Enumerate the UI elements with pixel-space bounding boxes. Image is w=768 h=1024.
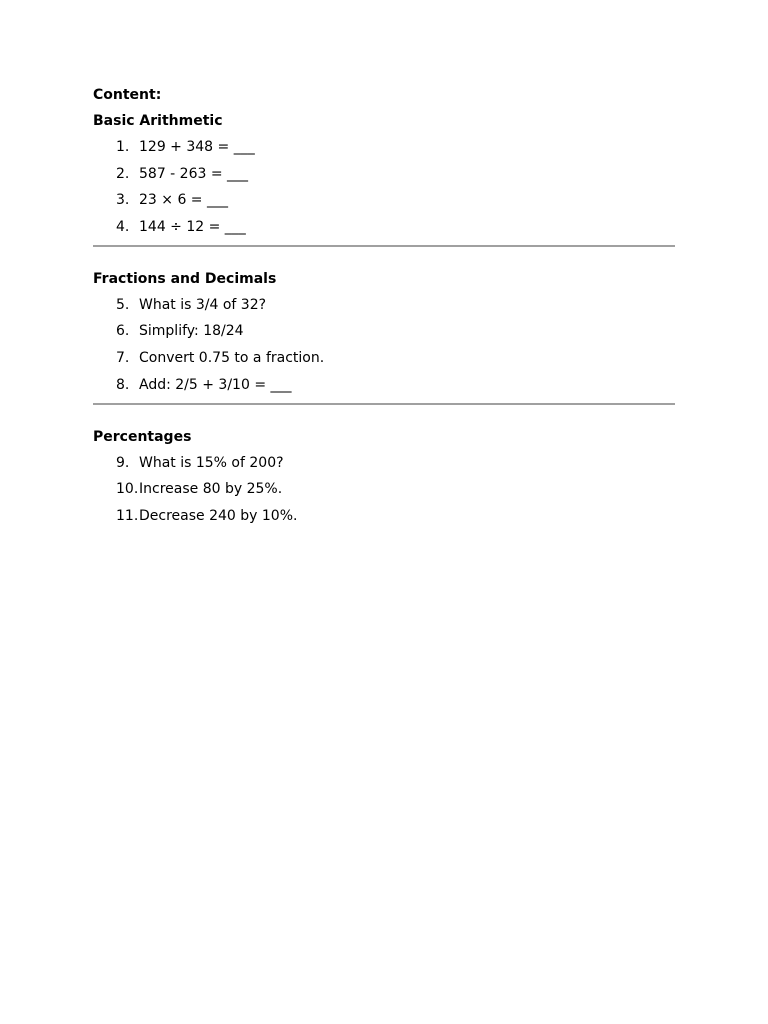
problem-number: 11. [116, 507, 139, 524]
problem-list [93, 138, 675, 236]
problem-item [93, 322, 675, 340]
problem-item [93, 191, 675, 209]
problem-text: Increase 80 by 25%. [139, 481, 283, 498]
problem-text: Decrease 240 by 10%. [139, 507, 298, 524]
section-fractions-decimals [93, 270, 675, 405]
problem-number: 2. [116, 165, 130, 182]
problem-item [93, 480, 675, 498]
problem-item [93, 165, 675, 183]
section-spacer [93, 247, 675, 270]
problem-number: 7. [116, 349, 130, 366]
problem-number: 1. [116, 139, 130, 155]
section-title: Basic Arithmetic [93, 113, 223, 129]
problem-text: Simplify: 18/24 [139, 323, 244, 340]
problem-item [93, 138, 675, 156]
problem-number: 8. [116, 376, 130, 393]
section-basic-arithmetic [93, 112, 675, 247]
problem-list [93, 296, 675, 394]
worksheet-page [93, 86, 675, 525]
problem-item [93, 454, 675, 472]
problem-number: 4. [116, 218, 130, 235]
section-title: Fractions and Decimals [93, 270, 277, 287]
problem-number: 10. [116, 481, 139, 498]
problem-number: 3. [116, 192, 130, 209]
section-percentages [93, 428, 675, 525]
problem-number: 5. [116, 296, 130, 313]
problem-text: Convert 0.75 to a fraction. [139, 349, 325, 366]
section-spacer [93, 405, 675, 428]
content-label: Content: [93, 87, 162, 103]
problem-text: 129 + 348 = ___ [139, 139, 255, 155]
problem-text: 144 ÷ 12 = ___ [139, 218, 246, 235]
problem-text: 23 × 6 = ___ [139, 192, 228, 209]
problem-item [93, 218, 675, 236]
problem-text: 587 - 263 = ___ [139, 165, 249, 182]
problem-number: 9. [116, 454, 130, 471]
problem-text: What is 3/4 of 32? [139, 296, 267, 313]
problem-item [93, 376, 675, 394]
problem-item [93, 349, 675, 367]
problem-item [93, 296, 675, 314]
problem-number: 6. [116, 323, 130, 340]
problem-text: What is 15% of 200? [139, 454, 284, 471]
section-title: Percentages [93, 428, 192, 445]
problem-item [93, 507, 675, 525]
problem-text: Add: 2/5 + 3/10 = ___ [139, 376, 292, 393]
problem-list [93, 454, 675, 525]
